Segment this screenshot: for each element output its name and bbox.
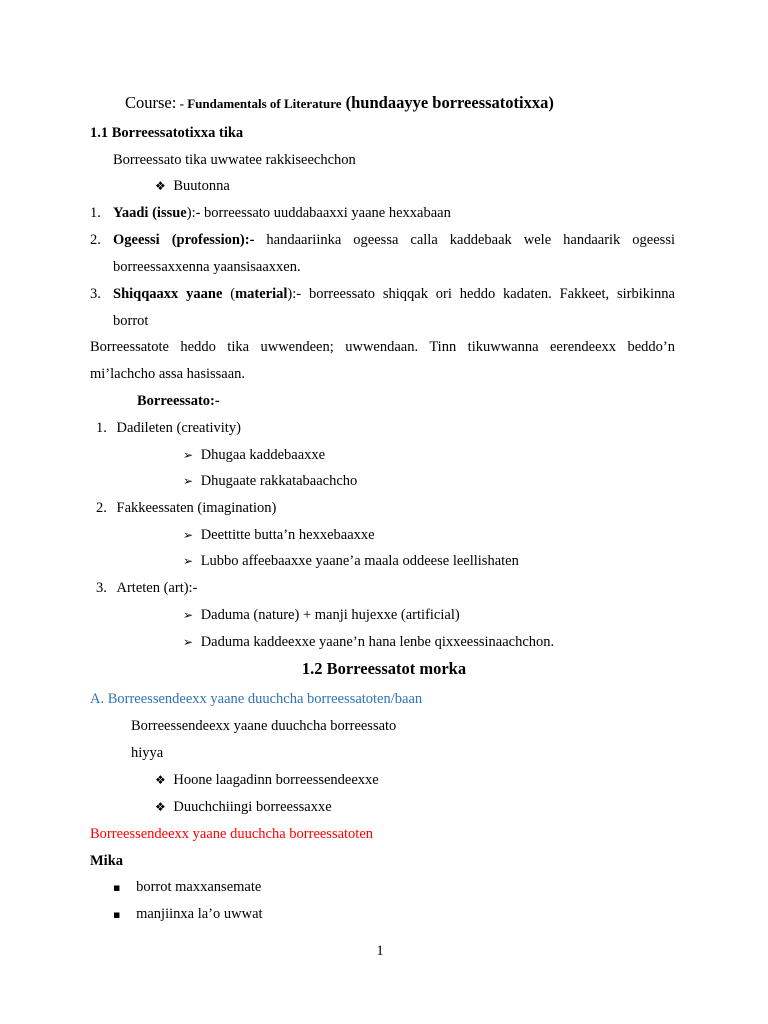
list-item [96, 579, 197, 597]
course-sep: - [176, 96, 188, 111]
diamond-bullet-icon: ❖ [155, 773, 166, 787]
bullet-text: Hoone laagadinn borreessendeexxe [173, 772, 379, 788]
paragraph-line: mi’lachcho assa hasissaan. [90, 366, 246, 382]
diamond-bullet-icon: ❖ [155, 179, 166, 193]
sub-list-item [183, 472, 357, 490]
list-label: Arteten (art):- [116, 580, 198, 596]
subheading: Borreessato:- [137, 393, 220, 409]
arrow-bullet-icon: ➢ [183, 528, 194, 542]
numbered-item-1 [90, 204, 451, 222]
bullet-text: manjiinxa la’o uwwat [136, 906, 263, 922]
bullet-text: Duuchchiingi borreessaxxe [173, 799, 332, 815]
item-continuation: borreessaxxenna yaansisaaxxen. [113, 259, 301, 275]
course-label: Course: [125, 93, 177, 112]
item-text: handaariinka ogeessa calla kaddebaak wele handaarik ogeessi [254, 232, 675, 248]
list-label: Dadileten (creativity) [116, 420, 241, 436]
sub-item-text: Lubbo affeebaaxxe yaane’a maala oddeese leellishaten [200, 553, 519, 569]
sub-list-item [183, 633, 554, 651]
page-number: 1 [376, 943, 384, 959]
arrow-bullet-icon: ➢ [183, 474, 194, 488]
section-heading-1-2: 1.2 Borreessatot morka [301, 659, 467, 678]
course-title [125, 94, 554, 113]
item-number: 1. [90, 205, 101, 221]
list-number: 3. [96, 580, 107, 596]
mika-label: Mika [90, 853, 124, 869]
sub-item-text: Dhugaa kaddebaaxxe [200, 447, 326, 463]
item-term: Shiqqaaxx yaane [113, 286, 223, 302]
square-bullet-item [113, 878, 261, 897]
paragraph-line: Borreessatote heddo tika uwwendeen; uwwendaan. Tinn tikuwwanna eerendeexx beddo’n [90, 339, 675, 355]
item-term-material: material [235, 286, 288, 302]
list-item [96, 419, 241, 437]
arrow-bullet-icon: ➢ [183, 554, 194, 568]
sub-list-item [183, 446, 325, 464]
bullet-text: borrot maxxansemate [136, 879, 262, 895]
item-number: 3. [90, 286, 101, 302]
section-a-heading: A. Borreessendeexx yaane duuchcha borreessatoten/baan [90, 691, 423, 707]
red-heading: Borreessendeexx yaane duuchcha borreessatoten [90, 826, 374, 842]
sub-list-item [183, 552, 519, 570]
item-term: Ogeessi (profession):- [113, 232, 255, 248]
square-bullet-icon: ▪ [113, 908, 121, 921]
bullet-text: Buutonna [173, 178, 230, 194]
section-a-line: hiyya [131, 745, 164, 761]
item-text: ):- borreessato shiqqak ori heddo kadaten. Fakkeet, sirbikinna [287, 286, 675, 302]
square-bullet-item [113, 905, 263, 924]
list-label: Fakkeessaten (imagination) [116, 500, 277, 516]
list-number: 1. [96, 420, 107, 436]
square-bullet-icon: ▪ [113, 881, 121, 894]
section-heading-1-1: 1.1 Borreessatotixxa tika [90, 125, 244, 141]
item-term: Yaadi (issue [113, 205, 187, 221]
course-paren: (hundaayye borreessatotixxa) [341, 93, 554, 112]
bullet-item [155, 771, 379, 789]
item-number: 2. [90, 232, 101, 248]
list-item [96, 499, 276, 517]
course-subject: Fundamentals of Literature [187, 96, 342, 111]
sub-item-text: Daduma (nature) + manji hujexxe (artificial) [200, 607, 460, 623]
intro-line: Borreessato tika uwwatee rakkiseechchon [113, 152, 356, 168]
item-continuation: borrot [113, 313, 149, 329]
sub-list-item [183, 526, 375, 544]
list-number: 2. [96, 500, 107, 516]
arrow-bullet-icon: ➢ [183, 608, 194, 622]
sub-item-text: Dhugaate rakkatabaachcho [200, 473, 358, 489]
numbered-item-3 [90, 285, 675, 303]
bullet-item [155, 177, 230, 195]
sub-item-text: Daduma kaddeexxe yaane’n hana lenbe qixxeessinaachchon. [200, 634, 555, 650]
diamond-bullet-icon: ❖ [155, 800, 166, 814]
sub-list-item [183, 606, 460, 624]
item-text: ):- borreessato uuddabaaxxi yaane hexxabaan [186, 205, 451, 221]
bullet-item [155, 798, 332, 816]
arrow-bullet-icon: ➢ [183, 635, 194, 649]
section-a-line: Borreessendeexx yaane duuchcha borreessato [131, 718, 397, 734]
arrow-bullet-icon: ➢ [183, 448, 194, 462]
item-text: ( [222, 286, 236, 302]
sub-item-text: Deettitte butta’n hexxebaaxxe [200, 527, 375, 543]
numbered-item-2 [90, 231, 675, 249]
